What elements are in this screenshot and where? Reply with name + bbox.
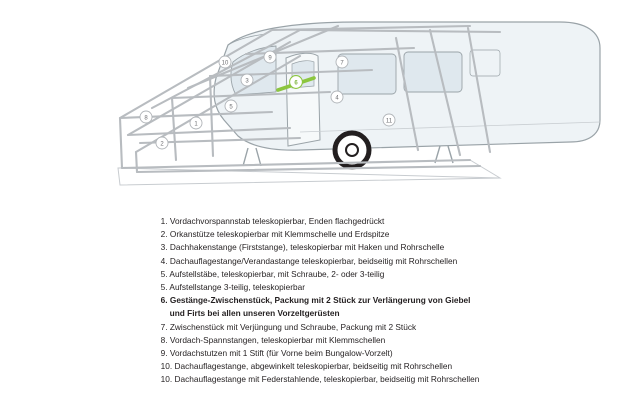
legend-item: [161, 281, 480, 294]
marker-3-label: 3: [245, 78, 249, 85]
legend-item-text: 1. Vordachvorspannstab teleskopierbar, Enden flachgedrückt: [160, 216, 385, 226]
marker-11-label: 11: [385, 118, 393, 125]
marker-6: [290, 76, 303, 89]
legend-item: [161, 215, 480, 228]
legend-item-text: 9. Vordachstutzen mit 1 Stift (für Vorne beim Bungalow-Vorzelt): [160, 348, 393, 359]
legend-item-text: 5. Aufstellstäbe, teleskopierbar, mit Schraube, 2- oder 3-teilig: [160, 268, 385, 279]
marker-10: [219, 56, 231, 68]
marker-3: [241, 74, 253, 86]
legend-item-text: 7. Zwischenstück mit Verjüngung und Schraube, Packung mit 2 Stück: [160, 321, 417, 332]
marker-10-label: 10: [221, 60, 229, 67]
legend-item: [161, 360, 480, 373]
legend-item: [161, 347, 480, 360]
marker-9-label: 9: [268, 55, 272, 62]
legend-item-text: 10. Dachauflagestange, abgewinkelt teleskopierbar, beidseitig mit Rohrschellen: [160, 361, 453, 372]
marker-9: [264, 51, 276, 63]
legend-item-text: 10. Dachauflagestange mit Federstahlende, teleskopierbar, beidseitig mit Rohrschellen: [160, 374, 480, 385]
marker-7-label: 7: [340, 60, 344, 67]
legend-item-text-continuation: und Firts bei allen unseren Vorzeltgerüsten: [169, 308, 340, 319]
marker-2: [156, 137, 168, 149]
legend-item-text: 3. Dachhakenstange (Firststange), teleskopierbar mit Haken und Rohrschelle: [160, 242, 445, 253]
marker-8-label: 8: [144, 115, 148, 122]
legend-item-text: 5. Aufstellstange 3-teilig, teleskopierbar: [160, 282, 305, 293]
marker-1: [190, 117, 202, 129]
legend-item-text: 6. Gestänge-Zwischenstück, Packung mit 2 Stück zur Verlängerung von Giebel: [160, 295, 471, 306]
legend-item: [161, 228, 480, 241]
marker-7: [336, 56, 348, 68]
legend-item: [161, 321, 480, 334]
legend: [0, 215, 640, 387]
legend-item: [161, 255, 480, 268]
legend-item: [161, 373, 480, 386]
marker-11: [383, 114, 395, 126]
marker-6-label: 6: [294, 80, 298, 87]
legend-item: [161, 334, 480, 347]
legend-item-highlighted: [161, 294, 480, 320]
marker-4-label: 4: [335, 95, 339, 102]
legend-list: [161, 215, 480, 387]
legend-item: [161, 241, 480, 254]
legend-item-text: 8. Vordach-Spannstangen, teleskopierbar mit Klemmschellen: [160, 334, 386, 345]
marker-2-label: 2: [160, 141, 164, 148]
marker-5-label: 5: [229, 104, 233, 111]
legend-item-text: 2. Orkanstütze teleskopierbar mit Klemmschelle und Erdspitze: [160, 229, 390, 240]
marker-8: [140, 111, 152, 123]
marker-5: [225, 100, 237, 112]
marker-4: [331, 91, 343, 103]
marker-1-label: 1: [194, 121, 198, 128]
legend-item-text: 4. Dachauflagestange/Verandastange teleskopierbar, beidseitig mit Rohrschellen: [160, 255, 458, 266]
legend-item: [161, 268, 480, 281]
